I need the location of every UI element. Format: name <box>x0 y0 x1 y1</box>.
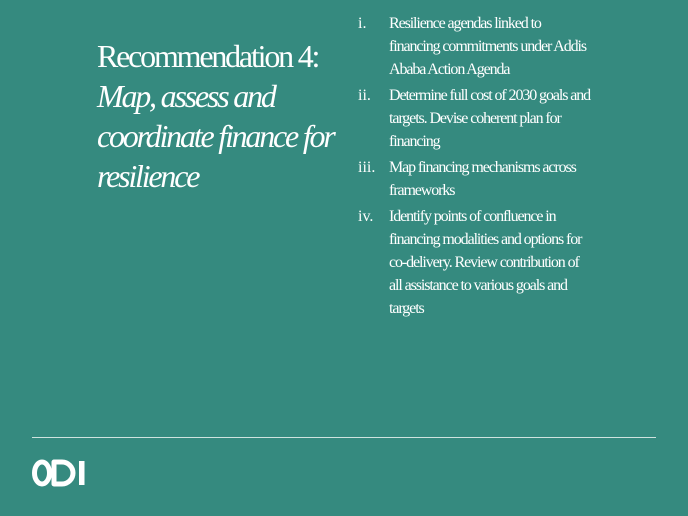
recommendation-list <box>358 12 598 323</box>
list-item-text: Map financing mechanisms across frameworks <box>389 159 576 199</box>
slide-subtitle: Map, assess and coordinate finance for resilience <box>97 78 334 194</box>
list-item-number: i. <box>358 15 367 32</box>
list-item-number: iii. <box>358 159 376 176</box>
list-item <box>358 12 598 81</box>
list-item-text: Identify points of confluence in financing modalities and options for co-delivery. Review contribution of all assistance to various goals and targets <box>389 208 582 317</box>
list-item-text: Resilience agendas linked to financing commitments under Addis Ababa Action Agenda <box>389 15 586 78</box>
title-block <box>97 36 347 196</box>
list-item-number: ii. <box>358 87 371 104</box>
list-item <box>358 84 598 153</box>
list-item-text: Determine full cost of 2030 goals and targets. Devise coherent plan for financing <box>389 87 591 150</box>
slide-title: Recommendation 4: <box>97 38 319 74</box>
list-item <box>358 205 598 320</box>
footer-divider <box>32 437 656 438</box>
list-item <box>358 156 598 202</box>
odi-logo-icon <box>32 457 88 489</box>
list-item-number: iv. <box>358 208 374 225</box>
